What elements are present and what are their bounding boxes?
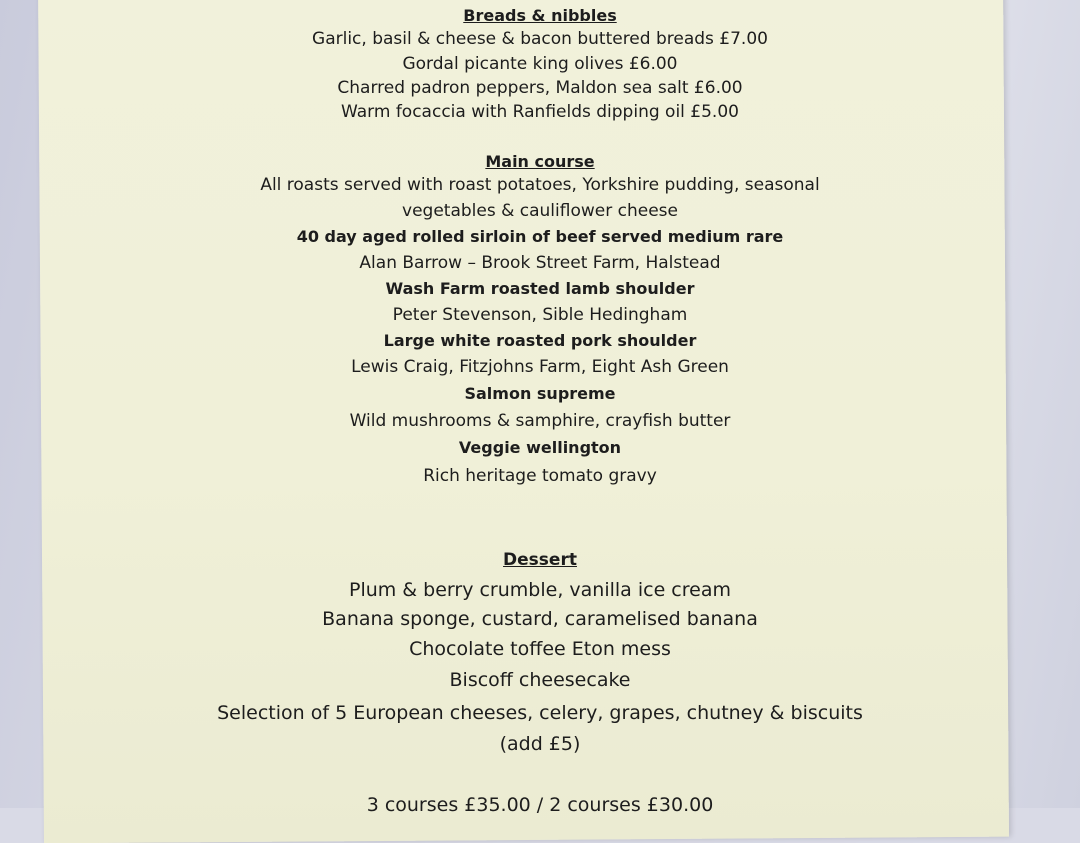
main-course-heading: Main course [485,152,595,171]
breads-item: Gordal picante king olives £6.00 [402,54,678,74]
dish-name: Salmon supreme [464,384,616,403]
dessert-item: Plum & berry crumble, vanilla ice cream [348,579,731,601]
dessert-item-note: (add £5) [499,733,581,755]
dessert-item: Chocolate toffee Eton mess [409,638,671,660]
breads-item: Charred padron peppers, Maldon sea salt £6.00 [337,78,743,98]
dish-detail: Alan Barrow – Brook Street Farm, Halstead [359,253,721,273]
dessert-item: Banana sponge, custard, caramelised banana [322,608,758,630]
main-course-intro: All roasts served with roast potatoes, Yorkshire pudding, seasonal [260,175,820,195]
dish-detail: Wild mushrooms & samphire, crayfish butter [349,411,731,431]
dish-detail: Rich heritage tomato gravy [423,466,657,486]
dish-detail: Peter Stevenson, Sible Hedingham [392,305,688,325]
course-prices: 3 courses £35.00 / 2 courses £30.00 [366,794,714,816]
dish-name: 40 day aged rolled sirloin of beef served medium rare [296,227,784,246]
breads-heading: Breads & nibbles [463,6,617,25]
dessert-item: Biscoff cheesecake [449,669,631,691]
dish-name: Wash Farm roasted lamb shoulder [385,279,695,298]
dessert-item: Selection of 5 European cheeses, celery, grapes, chutney & biscuits [217,702,863,724]
dish-name: Veggie wellington [458,438,622,457]
main-course-intro: vegetables & cauliflower cheese [402,201,678,221]
breads-item: Garlic, basil & cheese & bacon buttered breads £7.00 [312,29,768,49]
dish-detail: Lewis Craig, Fitzjohns Farm, Eight Ash Green [351,357,729,377]
dish-name: Large white roasted pork shoulder [383,331,697,350]
dessert-heading: Dessert [503,550,577,570]
breads-item: Warm focaccia with Ranfields dipping oil £5.00 [341,102,739,122]
